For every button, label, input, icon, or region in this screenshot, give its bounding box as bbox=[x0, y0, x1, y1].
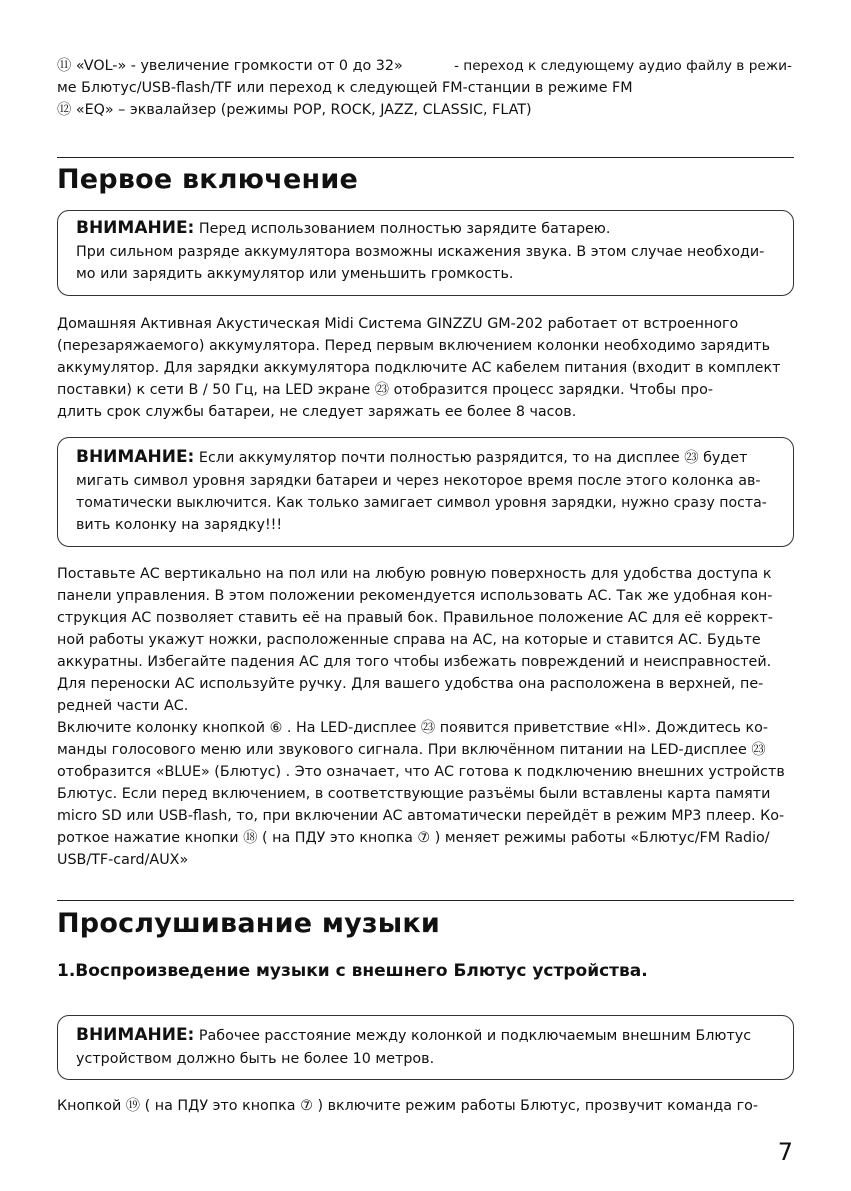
warning-box-1-line-1 bbox=[76, 217, 610, 240]
warning-text: Если аккумулятор почти полностью разрядится, то на дисплее ㉓ будет bbox=[198, 450, 748, 466]
warning-box-3 bbox=[57, 1015, 794, 1080]
warning-box-1 bbox=[57, 210, 794, 296]
warning-box-2 bbox=[57, 437, 794, 547]
para2-line-2: панели управления. В этом положении рекомендуется использовать АС. Так же удобная кон- bbox=[57, 588, 773, 604]
page-number: 7 bbox=[777, 1138, 793, 1166]
intro-line-3: ⑫ «EQ» – эквалайзер (режимы POP, ROCK, JAZZ, CLASSIC, FLAT) bbox=[57, 102, 532, 118]
warning-box-3-line-1 bbox=[76, 1024, 751, 1047]
para1-line-4: поставки) к сети В / 50 Гц, на LED экране ㉓ отобразится процесс зарядки. Чтобы про- bbox=[57, 382, 714, 398]
para3-line-7: USB/TF-card/AUX» bbox=[57, 852, 189, 868]
last-line: Кнопкой ⑲ ( на ПДУ это кнопка ⑦ ) включите режим работы Блютус, прозвучит команда го- bbox=[57, 1098, 759, 1114]
section-title-first-power-on: Первое включение bbox=[57, 164, 358, 195]
intro-line-1a: ⑪ «VOL-» - увеличение громкости от 0 до 32» bbox=[57, 58, 403, 74]
warning-label: ВНИМАНИЕ: bbox=[76, 218, 195, 238]
para3-line-4: Блютус. Если перед включением, в соответствующие разъёмы были вставлены карта памяти bbox=[57, 786, 771, 802]
para1-line-2: (перезаряжаемого) аккумулятора. Перед первым включением колонки необходимо зарядить bbox=[57, 338, 771, 354]
para3-line-1: Включите колонку кнопкой ⑥ . На LED-дисплее ㉓ появится приветствие «HI». Дождитесь ко- bbox=[57, 720, 769, 736]
warning-box-2-line-4: вить колонку на зарядку!!! bbox=[76, 517, 283, 533]
warning-box-2-line-3: томатически выключится. Как только замигает символ уровня зарядки, нужно сразу поста- bbox=[76, 495, 767, 511]
warning-box-1-line-2: При сильном разряде аккумулятора возможны искажения звука. В этом случае необходи- bbox=[76, 244, 765, 260]
intro-line-1b: - переход к следующему аудио файлу в режи- bbox=[454, 58, 792, 74]
para2-line-6: Для переноски АС используйте ручку. Для вашего удобства она расположена в верхней, пе- bbox=[57, 676, 764, 692]
para2-line-1: Поставьте АС вертикально на пол или на любую ровную поверхность для удобства доступа к bbox=[57, 566, 772, 582]
para2-line-5: аккуратны. Избегайте падения АС для того чтобы избежать повреждений и неисправностей. bbox=[57, 654, 772, 670]
para1-line-1-text: Домашняя Активная Акустическая Midi Система GINZZU GM-202 работает от встроенного bbox=[57, 316, 739, 332]
intro-line-1 bbox=[57, 55, 403, 77]
warning-label: ВНИМАНИЕ: bbox=[76, 447, 195, 467]
para1-line-5: длить срок службы батареи, не следует заряжать ее более 8 часов. bbox=[57, 404, 577, 420]
para2-line-7: редней части АС. bbox=[57, 698, 189, 714]
warning-text: Рабочее расстояние между колонкой и подключаемым внешним Блютус bbox=[198, 1028, 752, 1044]
warning-text: Перед использованием полностью зарядите батарею. bbox=[198, 221, 611, 237]
warning-box-3-line-2: устройством должно быть не более 10 метров. bbox=[76, 1051, 435, 1067]
warning-box-2-line-2: мигать символ уровня зарядки батареи и через некоторое время после этого колонка ав- bbox=[76, 473, 761, 489]
subsection-title-bluetooth: 1.Воспроизведение музыки с внешнего Блютус устройства. bbox=[57, 961, 648, 981]
para3-line-6: роткое нажатие кнопки ⑱ ( на ПДУ это кнопка ⑦ ) меняет режимы работы «Блютус/FM Radio/ bbox=[57, 830, 770, 846]
section-divider-2 bbox=[57, 900, 794, 901]
warning-box-2-line-1 bbox=[76, 446, 747, 469]
para1-line-1 bbox=[57, 313, 794, 335]
para3-line-5: micro SD или USB-flash, то, при включении АС автоматически перейдёт в режим MP3 плеер. Ко- bbox=[57, 808, 785, 824]
section-title-music: Прослушивание музыки bbox=[57, 908, 441, 939]
para3-line-3: отобразится «BLUE» (Блютус) . Это означает, что АС готова к подключению внешних устройств bbox=[57, 764, 785, 780]
para3-line-2: манды голосового меню или звукового сигнала. При включённом питании на LED-дисплее ㉓ bbox=[57, 742, 766, 758]
intro-line-2: ме Блютус/USB-flash/TF или переход к следующей FM-станции в режиме FM bbox=[57, 80, 633, 96]
section-divider-1 bbox=[57, 157, 794, 158]
para2-line-3: струкция АС позволяет ставить её на правый бок. Правильное положение АС для её коррект- bbox=[57, 610, 773, 626]
para2-line-4: ной работы укажут ножки, расположенные справа на АС, на которые и ставится АС. Будьте bbox=[57, 632, 761, 648]
warning-label: ВНИМАНИЕ: bbox=[76, 1025, 195, 1045]
warning-box-1-line-3: мо или зарядить аккумулятор или уменьшить громкость. bbox=[76, 266, 514, 282]
para1-line-3: аккумулятор. Для зарядки аккумулятора подключите АС кабелем питания (входит в комплект bbox=[57, 360, 781, 376]
